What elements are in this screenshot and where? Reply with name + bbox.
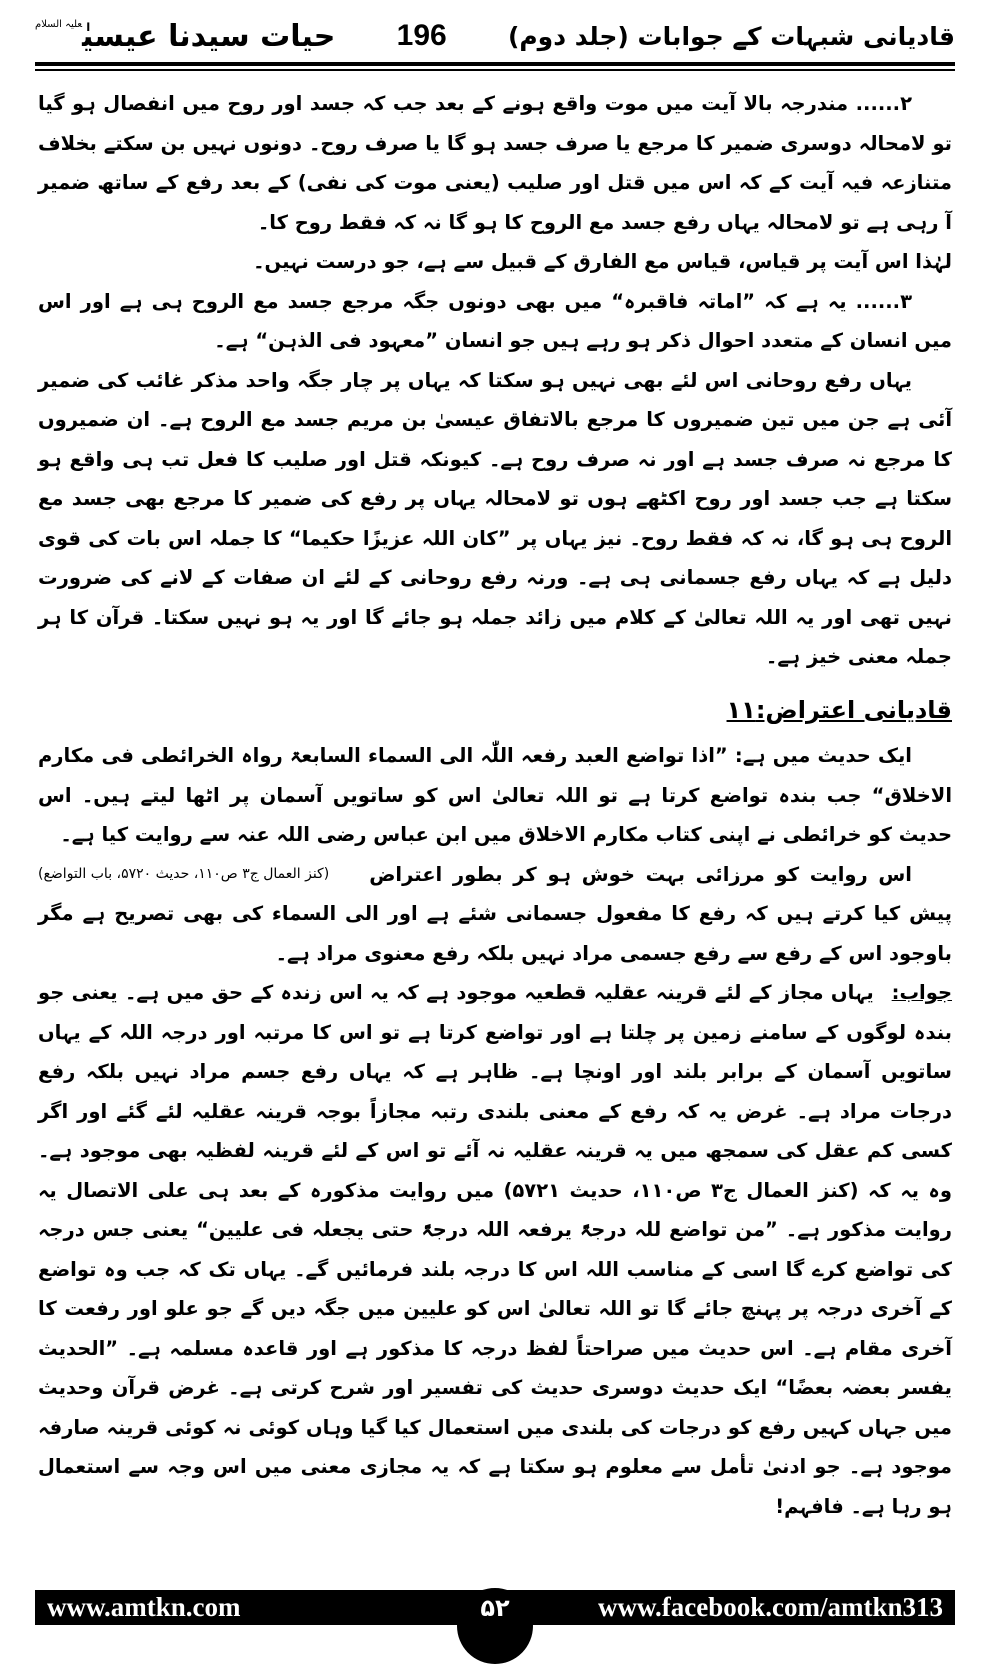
paragraph-point-3: ۳...... یہ ہے کہ ”اماتہ فاقبرہ“ میں بھی دونوں جگہ مرجع جسد مع الروح ہی ہے اور اس میں انسان کے متعدد احوال ذکر ہو رہے ہیں جو انسان ”معہود فی الذہن“ ہے۔ — [38, 289, 952, 352]
header-page-number: 196 — [396, 19, 447, 52]
section-heading: قادیانی اعتراض:۱۱ — [726, 695, 952, 724]
running-header — [35, 14, 955, 58]
page-body — [38, 84, 952, 1526]
hadith-text: ایک حدیث میں ہے: ”اذا تواضع العبد رفعہ اللّٰہ الی السماء السابعۃ رواہ الخرائطی فی مکارم الاخلاق“ جب بندہ تواضع کرتا ہے تو اللہ تعالیٰ اس کو ساتویں آسمان پر اٹھا لیتے ہیں۔ اس حدیث کو خرائطی نے اپنی کتاب مکارم الاخلاق میں ابن عباس رضی اللہ عنہ سے روایت کیا ہے۔ — [38, 744, 952, 846]
footer-page-number: ۵۲ — [480, 1594, 510, 1622]
paragraph-spiritual-ascension: یہاں رفع روحانی اس لئے بھی نہیں ہو سکتا کہ یہاں پر چار جگہ واحد مذکر غائب کی ضمیر آئی ہے جن میں تین ضمیروں کا مرجع بالاتفاق عیسیٰ بن مریم جسد مع الروح ہے۔ ان ضمیروں کا مرجع نہ صرف جسد ہے اور نہ صرف روح ہے۔ کیونکہ قتل اور صلیب کا فعل تب ہی واقع ہو سکتا ہے جب جسد اور روح اکٹھے ہوں تو لامحالہ یہاں پر رفع کی ضمیر کا مرجع بھی جسد مع الروح ہی ہو گا، نہ کہ فقط روح۔ نیز یہاں پر ”کان اللہ عزیزًا حکیما“ کا جملہ اس بات کی قوی دلیل ہے کہ یہاں رفع جسمانی ہی ہے۔ ورنہ رفع روحانی کے لئے ان صفات کے لانے کی ضرورت نہیں تھی اور یہ اللہ تعالیٰ کے کلام میں زائد جملہ ہو جائے گا اور یہ ہو نہیں سکتا۔ قرآن کا ہر جملہ معنی خیز ہے۔ — [38, 368, 952, 668]
footer-page-badge — [457, 1588, 533, 1664]
paragraph-point-2-conclusion: لہٰذا اس آیت پر قیاس، قیاس مع الفارق کے قبیل سے ہے، جو درست نہیں۔ — [253, 250, 952, 273]
paragraph-objection: اس روایت کو مرزائی بہت خوش ہو کر بطور اعتراض پیش کیا کرتے ہیں کہ رفع کا مفعول جسمانی شئے ہے اور الی السماء کی بھی تصریح ہے مگر باوجود اس کے رفع سے رفع جسمی مراد نہیں بلکہ رفع معنوی مراد ہے۔ — [38, 862, 952, 965]
honorific: علیہ السلام — [35, 18, 83, 30]
series-title: قادیانی شبہات کے جوابات (جلد دوم) — [507, 21, 955, 51]
hadith-reference: (کنز العمال ج۳ ص۱۱۰، حدیث ۵۷۲۰، باب التواضع) — [38, 865, 330, 882]
answer-text: یہاں مجاز کے لئے قرینہ عقلیہ قطعیہ موجود ہے کہ یہ اس زندہ کے حق میں ہے۔ یعنی جو بندہ لوگوں کے سامنے زمین پر چلتا ہے اور تواضع کرتا ہے تو اس کا مرتبہ اور درجہ اللہ کے یہاں ساتویں آسمان کے برابر بلند اور اونچا ہے۔ ظاہر ہے کہ یہاں رفع جسم مراد نہیں بلکہ رفع درجات مراد ہے۔ غرض یہ کہ رفع کے معنی بلندی رتبہ مجازاً بوجہ قرینہ عقلیہ لئے گئے اور اگر کسی کم عقل کی سمجھ میں یہ قرینہ عقلیہ نہ آئے تو اس کے لئے قرینہ لفظیہ بھی موجود ہے۔ وہ یہ کہ (کنز العمال ج۳ ص۱۱۰، حدیث ۵۷۲۱) میں روایت مذکورہ کے بعد ہی علی الاتصال یہ روایت مذکور ہے۔ ”من تواضع للہ درجۃً یرفعہ اللہ درجۃً حتی یجعلہ فی علیین“ یعنی جس درجہ کی تواضع کرے گا اسی کے مناسب اللہ اس کا درجہ بلند فرمائیں گے۔ یہاں تک کہ جب وہ تواضع کے آخری درجہ پر پہنچ جائے گا تو اللہ تعالیٰ اس کو علیین میں جگہ دیں گے جو علو اور رفعت کا آخری مقام ہے۔ اس حدیث میں صراحتاً لفظ درجہ کا مذکور ہے اور قاعدہ مسلمہ ہے۔ ”الحدیث یفسر بعضہ بعضًا“ ایک حدیث دوسری حدیث کی تفسیر اور شرح کرتی ہے۔ غرض قرآن وحدیث میں جہاں کہیں رفع کو درجات کی بلندی میں استعمال کیا گیا وہاں کوئی نہ کوئی قرینہ صارفہ موجود ہے۔ جو ادنیٰ تأمل سے معلوم ہو سکتا ہے کہ یہ مجازی معنی میں اس وجہ سے استعمال ہو رہا ہے۔ فافہم! — [38, 981, 952, 1518]
header-rule — [35, 62, 955, 66]
paragraph-point-2: ۲...... مندرجہ بالا آیت میں موت واقع ہونے کے بعد جب کہ جسد اور روح میں انفصال ہو گیا تو لامحالہ دوسری ضمیر کا مرجع یا صرف جسد ہو گا یا صرف روح۔ دونوں نہیں بن سکتے بخلاف متنازعہ فیہ آیت کے کہ اس میں قتل اور صلیب (یعنی موت کی نفی) کے بعد رفع کے ساتھ ضمیر آ رہی ہے تو لامحالہ یہاں رفع جسد مع الروح کا ہو گا نہ کہ فقط روح کا۔ — [38, 92, 952, 234]
paragraph-hadith — [38, 736, 952, 882]
answer-label: جواب: — [891, 981, 952, 1004]
page-footer — [35, 1590, 955, 1625]
header-rule-thin — [35, 69, 955, 71]
book-title-text: حیات سیدنا عیسیٰ — [82, 18, 336, 54]
book-title — [35, 19, 335, 54]
paragraph-answer — [38, 973, 952, 1526]
footer-facebook-link[interactable]: www.facebook.com/amtkn313 — [598, 1592, 943, 1622]
footer-website-link[interactable]: www.amtkn.com — [47, 1592, 241, 1622]
